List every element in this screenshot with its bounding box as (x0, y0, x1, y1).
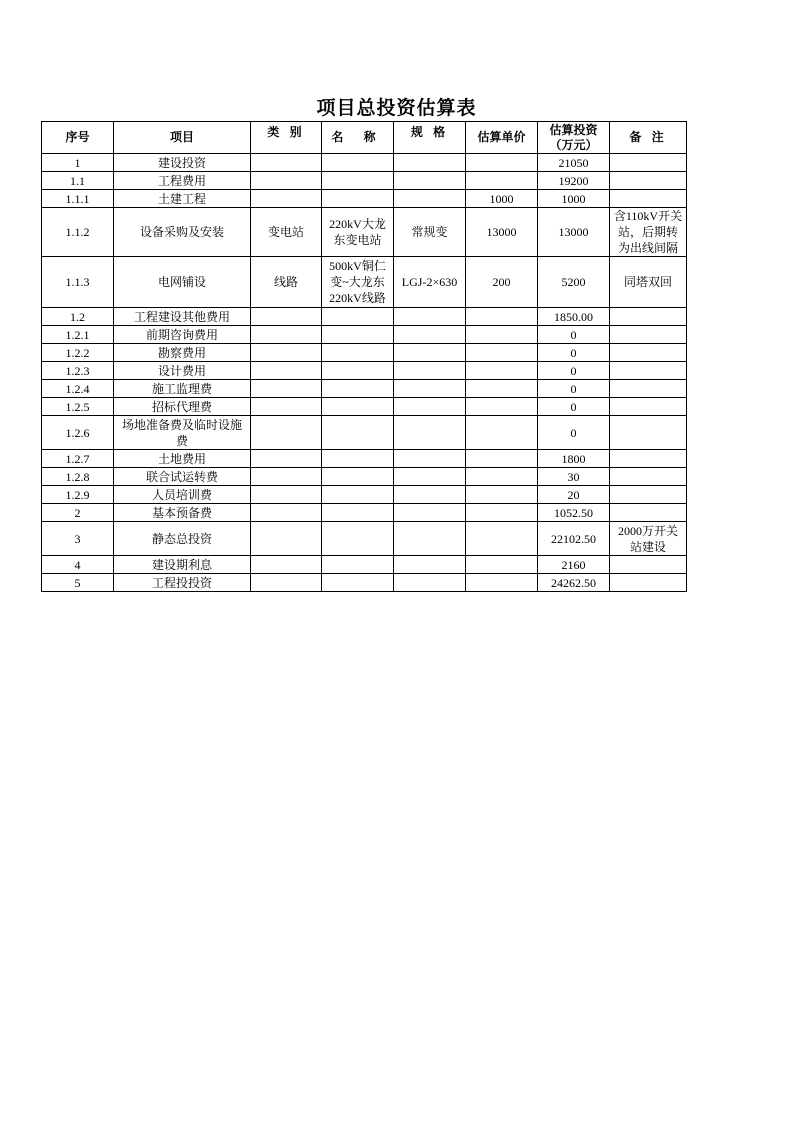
table-row (42, 468, 687, 486)
cell-estimate: 0 (538, 362, 610, 380)
cell-name (322, 556, 394, 574)
header-estimate-line1: 估算投资 (549, 122, 598, 137)
table-row (42, 556, 687, 574)
cell-estimate: 0 (538, 398, 610, 416)
cell-remark (610, 522, 687, 556)
cell-name (322, 362, 394, 380)
table-row (42, 398, 687, 416)
cell-category (251, 190, 322, 208)
cell-seq: 1.1 (42, 172, 114, 190)
cell-unit-price (466, 486, 538, 504)
cell-name (322, 416, 394, 450)
cell-spec (394, 450, 466, 468)
cell-seq: 1.2.1 (42, 326, 114, 344)
cell-unit-price (466, 522, 538, 556)
cell-category (251, 574, 322, 592)
cell-name (322, 486, 394, 504)
cell-estimate: 1000 (538, 190, 610, 208)
cell-name (322, 308, 394, 326)
cell-item: 招标代理费 (114, 398, 251, 416)
cell-unit-price: 13000 (466, 208, 538, 257)
cell-seq: 4 (42, 556, 114, 574)
cell-item: 联合试运转费 (114, 468, 251, 486)
cell-unit-price (466, 172, 538, 190)
cell-estimate: 1052.50 (538, 504, 610, 522)
cell-item: 工程建设其他费用 (114, 308, 251, 326)
cell-unit-price (466, 398, 538, 416)
cell-item: 土建工程 (114, 190, 251, 208)
cell-name (322, 172, 394, 190)
cell-estimate: 24262.50 (538, 574, 610, 592)
cell-seq: 1.2.5 (42, 398, 114, 416)
cell-seq: 3 (42, 522, 114, 556)
cell-item-line: 费 (175, 433, 188, 448)
cell-remark (610, 190, 687, 208)
cell-remark (610, 450, 687, 468)
cell-seq: 5 (42, 574, 114, 592)
cell-item: 工程费用 (114, 172, 251, 190)
cell-seq: 2 (42, 504, 114, 522)
cell-name (322, 522, 394, 556)
table-row (42, 190, 687, 208)
cell-item (114, 416, 251, 450)
table-row (42, 154, 687, 172)
cell-spec (394, 172, 466, 190)
cell-name (322, 468, 394, 486)
header-seq: 序号 (42, 122, 114, 154)
cell-spec (394, 380, 466, 398)
cell-name (322, 450, 394, 468)
document-title: 项目总投资估算表 (316, 97, 477, 119)
cell-name (322, 208, 394, 257)
cell-item: 设备采购及安装 (114, 208, 251, 257)
cell-seq: 1.1.2 (42, 208, 114, 257)
cell-name-line: 500kV铜仁 (329, 259, 386, 273)
cell-remark (610, 344, 687, 362)
cell-spec (394, 326, 466, 344)
table-row (42, 344, 687, 362)
cell-seq: 1 (42, 154, 114, 172)
cell-estimate: 0 (538, 380, 610, 398)
cell-seq: 1.2 (42, 308, 114, 326)
cell-name (322, 504, 394, 522)
cell-item: 施工监理费 (114, 380, 251, 398)
table-row (42, 522, 687, 556)
cell-remark (610, 398, 687, 416)
cell-name (322, 344, 394, 362)
cell-spec (394, 504, 466, 522)
cell-item: 人员培训费 (114, 486, 251, 504)
cell-category (251, 362, 322, 380)
cell-spec (394, 362, 466, 380)
header-row (42, 122, 687, 154)
table-row (42, 326, 687, 344)
cell-estimate: 0 (538, 344, 610, 362)
cell-remark-line: 为出线间隔 (617, 241, 678, 255)
cell-spec (394, 344, 466, 362)
cell-name (322, 380, 394, 398)
cell-category: 变电站 (251, 208, 322, 257)
cell-name (322, 190, 394, 208)
cell-spec (394, 416, 466, 450)
cell-category (251, 486, 322, 504)
cell-unit-price (466, 154, 538, 172)
table-row (42, 450, 687, 468)
cell-seq: 1.2.7 (42, 450, 114, 468)
table-row (42, 486, 687, 504)
header-remark: 备 注 (610, 122, 687, 154)
cell-spec: LGJ-2×630 (394, 257, 466, 308)
cell-spec (394, 468, 466, 486)
cell-seq: 1.2.6 (42, 416, 114, 450)
cell-estimate: 1850.00 (538, 308, 610, 326)
cell-seq: 1.2.9 (42, 486, 114, 504)
table-row (42, 380, 687, 398)
header-category: 类 别 (251, 122, 322, 154)
cell-remark (610, 362, 687, 380)
cell-remark: 同塔双回 (610, 257, 687, 308)
cell-estimate: 1800 (538, 450, 610, 468)
investment-estimate-table (41, 121, 687, 592)
cell-unit-price (466, 362, 538, 380)
cell-spec (394, 556, 466, 574)
cell-item: 设计费用 (114, 362, 251, 380)
cell-estimate: 22102.50 (538, 522, 610, 556)
cell-estimate: 21050 (538, 154, 610, 172)
cell-estimate: 20 (538, 486, 610, 504)
cell-name-line: 220kV大龙 (329, 217, 386, 231)
table-row (42, 257, 687, 308)
cell-item-line: 场地准备费及临时设施 (121, 417, 242, 432)
cell-category (251, 154, 322, 172)
cell-remark (610, 380, 687, 398)
cell-remark (610, 574, 687, 592)
table-row (42, 308, 687, 326)
cell-name-line: 东变电站 (333, 233, 382, 247)
header-name: 名 称 (322, 122, 394, 154)
table-row (42, 362, 687, 380)
cell-remark (610, 172, 687, 190)
cell-remark (610, 154, 687, 172)
cell-name-line: 变~大龙东 (330, 275, 385, 289)
cell-remark (610, 416, 687, 450)
header-unit-price: 估算单价 (466, 122, 538, 154)
cell-unit-price: 200 (466, 257, 538, 308)
header-item: 项目 (114, 122, 251, 154)
cell-category (251, 326, 322, 344)
cell-seq: 1.1.1 (42, 190, 114, 208)
cell-unit-price (466, 344, 538, 362)
cell-item: 电网铺设 (114, 257, 251, 308)
cell-estimate: 5200 (538, 257, 610, 308)
cell-remark (610, 556, 687, 574)
cell-estimate: 0 (538, 326, 610, 344)
cell-remark-line: 站建设 (629, 539, 666, 554)
cell-item: 勘察费用 (114, 344, 251, 362)
cell-name-line: 220kV线路 (329, 291, 386, 305)
cell-unit-price (466, 504, 538, 522)
cell-item: 建设投资 (114, 154, 251, 172)
cell-item: 基本预备费 (114, 504, 251, 522)
cell-name (322, 154, 394, 172)
cell-category (251, 468, 322, 486)
cell-category: 线路 (251, 257, 322, 308)
cell-spec (394, 154, 466, 172)
cell-unit-price (466, 556, 538, 574)
cell-unit-price (466, 326, 538, 344)
cell-spec (394, 522, 466, 556)
cell-category (251, 308, 322, 326)
cell-remark (610, 208, 687, 257)
cell-item: 建设期利息 (114, 556, 251, 574)
cell-estimate: 19200 (538, 172, 610, 190)
cell-category (251, 556, 322, 574)
cell-remark (610, 486, 687, 504)
cell-category (251, 172, 322, 190)
cell-category (251, 398, 322, 416)
cell-remark-line: 2000万开关 (617, 523, 678, 538)
cell-seq: 1.1.3 (42, 257, 114, 308)
cell-estimate: 13000 (538, 208, 610, 257)
cell-remark (610, 468, 687, 486)
cell-spec (394, 190, 466, 208)
cell-name (322, 398, 394, 416)
cell-remark (610, 308, 687, 326)
cell-spec: 常规变 (394, 208, 466, 257)
cell-item: 静态总投资 (114, 522, 251, 556)
table-row (42, 504, 687, 522)
cell-unit-price: 1000 (466, 190, 538, 208)
cell-name (322, 574, 394, 592)
cell-name (322, 257, 394, 308)
header-estimate (538, 122, 610, 154)
cell-unit-price (466, 308, 538, 326)
cell-item: 土地费用 (114, 450, 251, 468)
table-row (42, 574, 687, 592)
cell-unit-price (466, 450, 538, 468)
cell-estimate: 0 (538, 416, 610, 450)
cell-unit-price (466, 468, 538, 486)
cell-seq: 1.2.8 (42, 468, 114, 486)
cell-remark (610, 326, 687, 344)
cell-category (251, 522, 322, 556)
cell-category (251, 450, 322, 468)
cell-seq: 1.2.4 (42, 380, 114, 398)
cell-category (251, 416, 322, 450)
table-row (42, 416, 687, 450)
cell-remark-line: 站，后期转 (617, 225, 678, 239)
cell-spec (394, 574, 466, 592)
cell-category (251, 344, 322, 362)
cell-unit-price (466, 416, 538, 450)
cell-spec (394, 308, 466, 326)
header-spec: 规 格 (394, 122, 466, 154)
cell-item: 前期咨询费用 (114, 326, 251, 344)
cell-spec (394, 486, 466, 504)
cell-category (251, 504, 322, 522)
cell-spec (394, 398, 466, 416)
cell-unit-price (466, 380, 538, 398)
cell-category (251, 380, 322, 398)
cell-item: 工程投投资 (114, 574, 251, 592)
cell-estimate: 30 (538, 468, 610, 486)
cell-remark (610, 504, 687, 522)
table-row (42, 172, 687, 190)
header-estimate-line2: （万元） (549, 137, 598, 152)
cell-name (322, 326, 394, 344)
cell-unit-price (466, 574, 538, 592)
cell-seq: 1.2.2 (42, 344, 114, 362)
cell-seq: 1.2.3 (42, 362, 114, 380)
cell-remark-line: 含110kV开关 (613, 209, 683, 223)
table-row (42, 208, 687, 257)
cell-estimate: 2160 (538, 556, 610, 574)
